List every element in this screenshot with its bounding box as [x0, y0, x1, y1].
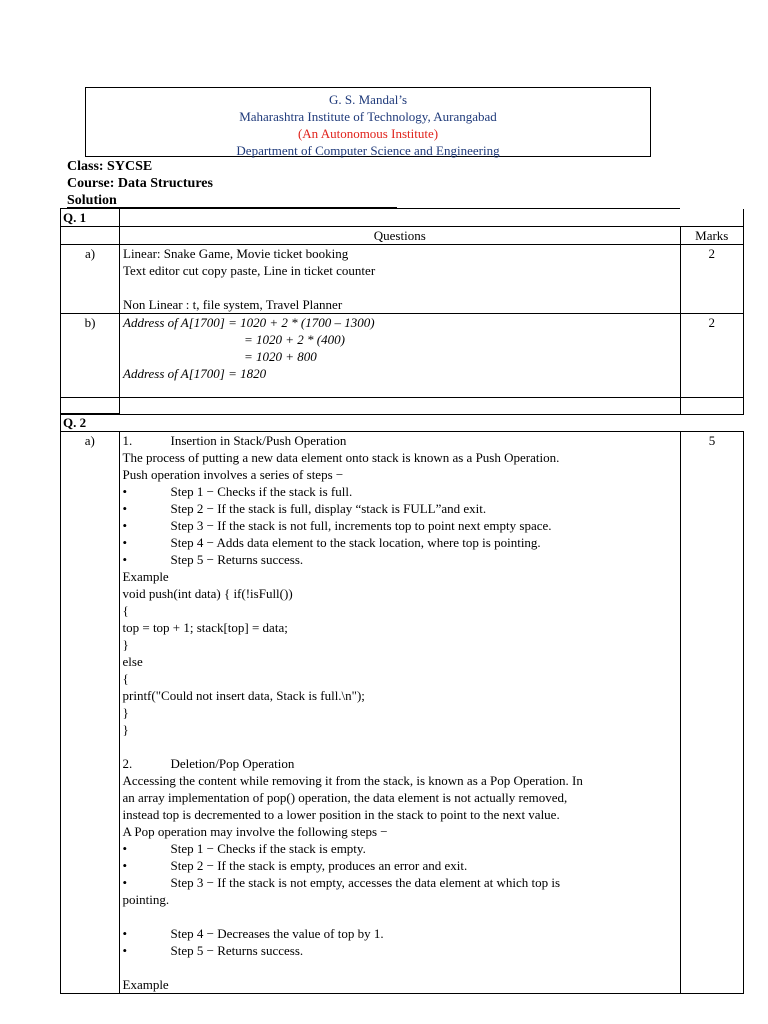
push-step: • Step 4 − Adds data element to the stack location, where top is pointing. — [122, 535, 541, 550]
code-line: { — [122, 603, 129, 618]
solution-label: Solution — [67, 193, 117, 208]
q1-a-line: Text editor cut copy paste, Line in ticket counter — [123, 263, 376, 278]
bullet: • — [122, 943, 128, 958]
code-line: } — [122, 705, 129, 720]
class-label: Class: SYCSE — [67, 159, 153, 174]
push-intro-line: Push operation involves a series of steps − — [122, 467, 344, 482]
pop-step: • Step 3 − If the stack is not empty, accesses the data element at which top is — [122, 875, 561, 890]
pop-intro-line: an array implementation of pop() operation, the data element is not actually removed, — [122, 790, 568, 805]
pop-number: 2. — [122, 756, 133, 771]
push-step: • Step 3 − If the stack is not full, increments top to point next empty space. — [122, 518, 552, 533]
header-line-4: Department of Computer Science and Engineering — [236, 143, 500, 158]
q1-b-marks: 2 — [680, 314, 744, 398]
example-label: Example — [122, 569, 169, 584]
q1-b-line: Address of A[1700] = 1820 — [123, 366, 267, 381]
q1-label: Q. 1 — [61, 209, 120, 227]
q1-b-answer — [120, 314, 681, 398]
push-step: • Step 1 − Checks if the stack is full. — [122, 484, 353, 499]
q2-label: Q. 2 — [61, 414, 120, 432]
q1-table — [60, 208, 744, 415]
code-line: top = top + 1; stack[top] = data; — [122, 620, 288, 635]
push-number: 1. — [122, 433, 133, 448]
q1-b-line: Address of A[1700] = 1020 + 2 * (1700 – 1300) — [123, 315, 375, 330]
code-line: } — [122, 637, 129, 652]
q2-a-label: a) — [61, 432, 120, 994]
q1-a-line: Linear: Snake Game, Movie ticket booking — [123, 246, 349, 261]
q1-a-marks: 2 — [680, 245, 744, 314]
bullet: • — [122, 926, 128, 941]
push-title: Insertion in Stack/Push Operation — [170, 433, 347, 448]
q2-table — [60, 413, 744, 994]
bullet: • — [122, 841, 128, 856]
bullet: • — [122, 552, 128, 567]
pop-intro-line: Accessing the content while removing it from the stack, is known as a Pop Operation. In — [122, 773, 583, 788]
q1-b-line: = 1020 + 800 — [244, 349, 317, 364]
header-line-1: G. S. Mandal’s — [329, 92, 407, 107]
code-line: { — [122, 671, 129, 686]
q1-a-label: a) — [61, 245, 120, 314]
pop-step: • Step 2 − If the stack is empty, produces an error and exit. — [122, 858, 468, 873]
pop-step-continued: pointing. — [122, 892, 170, 907]
code-line: else — [122, 654, 143, 669]
bullet: • — [122, 484, 128, 499]
pop-step: • Step 4 − Decreases the value of top by 1. — [122, 926, 384, 941]
marks-header: Marks — [680, 227, 744, 245]
bullet: • — [122, 875, 128, 890]
questions-header: Questions — [120, 227, 681, 245]
code-line: } — [122, 722, 129, 737]
pop-intro-line: instead top is decremented to a lower position in the stack to point to the next value. — [122, 807, 560, 822]
example-label-2: Example — [122, 977, 169, 992]
code-line: void push(int data) { if(!isFull()) — [122, 586, 293, 601]
q1-a-answer — [120, 245, 681, 314]
header-line-3: (An Autonomous Institute) — [297, 126, 439, 141]
bullet: • — [122, 858, 128, 873]
push-intro-line: The process of putting a new data element onto stack is known as a Push Operation. — [122, 450, 560, 465]
q1-a-line: Non Linear : t, file system, Travel Planner — [123, 297, 343, 312]
bullet: • — [122, 501, 128, 516]
institute-header — [85, 87, 651, 157]
q1-b-line: = 1020 + 2 * (400) — [244, 332, 345, 347]
code-line: printf("Could not insert data, Stack is full.\n"); — [122, 688, 365, 703]
bullet: • — [122, 518, 128, 533]
pop-step: • Step 5 − Returns success. — [122, 943, 304, 958]
header-line-2: Maharashtra Institute of Technology, Aurangabad — [239, 109, 497, 124]
pop-intro-line: A Pop operation may involve the following steps − — [122, 824, 388, 839]
push-step: • Step 2 − If the stack is full, display “stack is FULL”and exit. — [122, 501, 487, 516]
q2-a-marks: 5 — [681, 432, 744, 994]
pop-step: • Step 1 − Checks if the stack is empty. — [122, 841, 366, 856]
q1-b-label: b) — [61, 314, 120, 398]
bullet: • — [122, 535, 128, 550]
course-label: Course: Data Structures — [67, 176, 213, 191]
push-step: • Step 5 − Returns success. — [122, 552, 304, 567]
q2-a-answer — [119, 432, 681, 994]
pop-title: Deletion/Pop Operation — [170, 756, 295, 771]
